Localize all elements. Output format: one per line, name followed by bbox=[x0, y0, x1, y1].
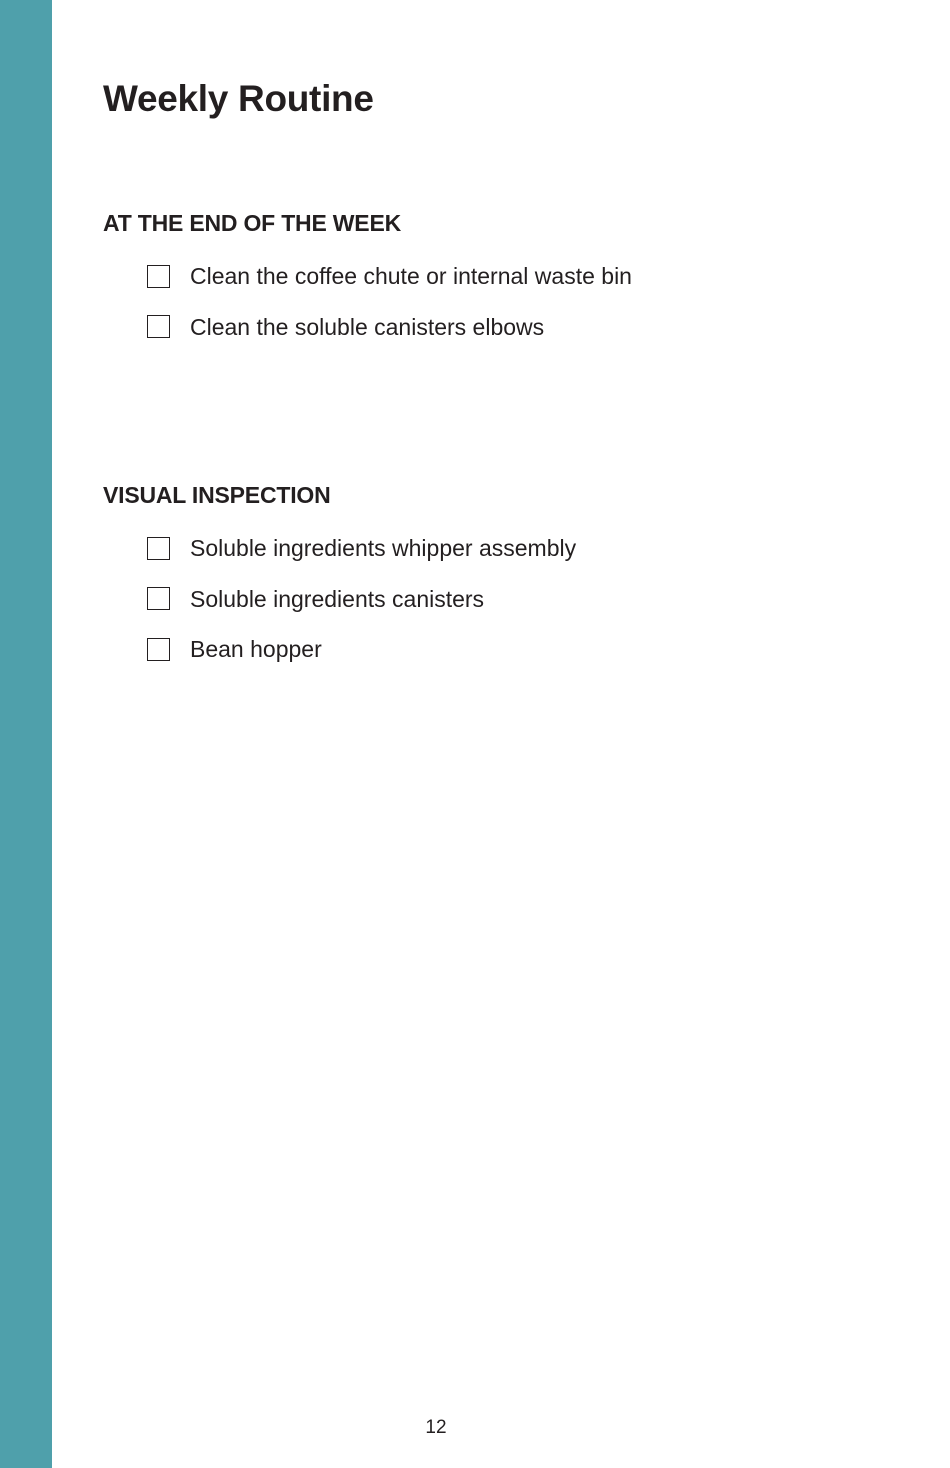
page-number: 12 bbox=[425, 1417, 447, 1438]
section-heading: AT THE END OF THE WEEK bbox=[103, 210, 402, 236]
section-visual-inspection bbox=[103, 479, 883, 683]
checkbox[interactable] bbox=[147, 587, 170, 610]
checklist-item bbox=[103, 531, 883, 565]
page-title: Weekly Routine bbox=[103, 78, 374, 119]
side-accent-bar bbox=[0, 0, 52, 1468]
checkbox[interactable] bbox=[147, 315, 170, 338]
checkbox[interactable] bbox=[147, 638, 170, 661]
checklist-item-label: Clean the coffee chute or internal waste bin bbox=[190, 263, 632, 289]
checklist-item bbox=[103, 259, 883, 293]
checklist-item-label: Bean hopper bbox=[190, 636, 322, 662]
checkbox[interactable] bbox=[147, 265, 170, 288]
checklist-item bbox=[103, 310, 883, 344]
checkbox[interactable] bbox=[147, 537, 170, 560]
checklist-item-label: Soluble ingredients whipper assembly bbox=[190, 535, 577, 561]
checklist-item-label: Clean the soluble canisters elbows bbox=[190, 313, 545, 340]
section-end-of-week bbox=[103, 207, 883, 360]
checklist-item-label: Soluble ingredients canisters bbox=[190, 585, 485, 612]
checklist-item bbox=[103, 632, 883, 666]
checklist-item bbox=[103, 582, 883, 616]
checklist bbox=[103, 259, 883, 344]
checklist bbox=[103, 531, 883, 666]
section-heading: VISUAL INSPECTION bbox=[103, 482, 331, 508]
